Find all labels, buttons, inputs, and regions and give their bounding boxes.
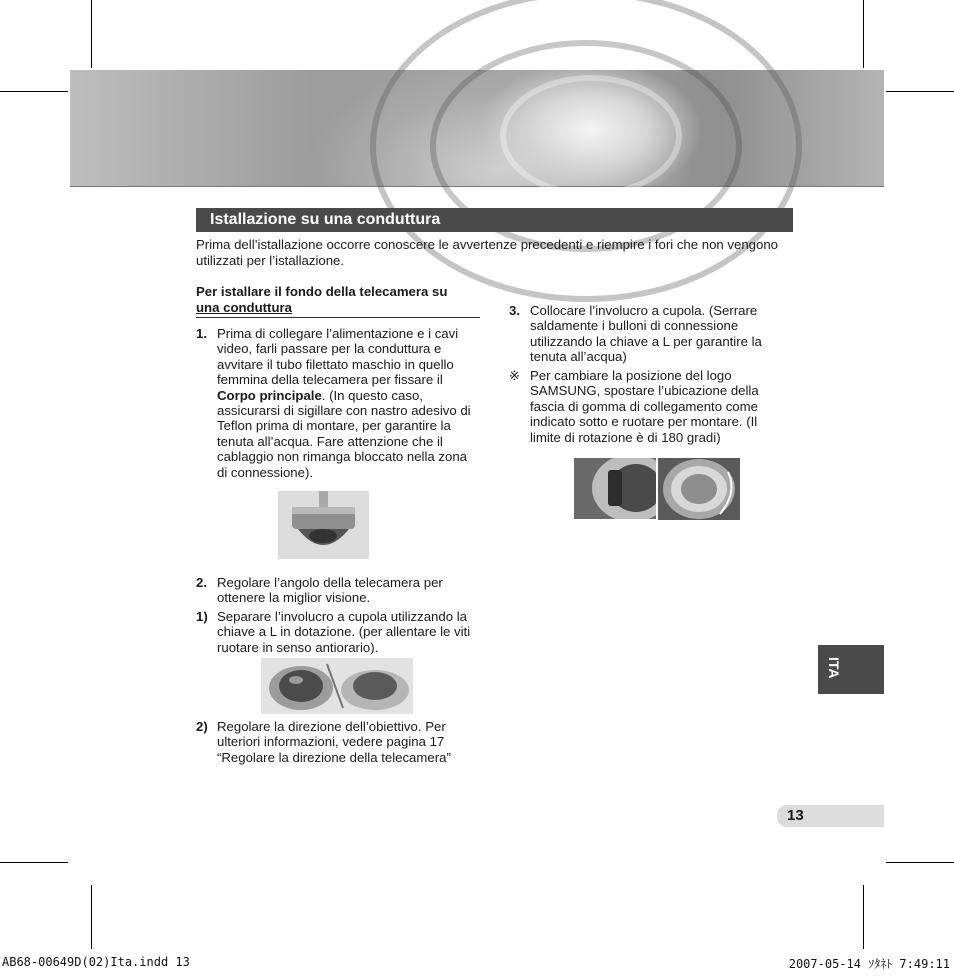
footer-file-info: AB68-00649D(02)Ita.indd 13	[2, 955, 190, 969]
step-number: 1.	[196, 326, 207, 341]
step-number: 2.	[196, 575, 207, 590]
rubber-band-photo	[574, 458, 656, 519]
crop-mark	[886, 862, 954, 863]
page-number-box	[777, 805, 884, 827]
crop-mark	[0, 862, 68, 863]
step-text: Regolare l’angolo della telecamera per ottenere la miglior visione.	[217, 575, 443, 606]
subheading-line-1: Per istallare il fondo della telecamera su	[196, 284, 448, 299]
footer-timestamp: 2007-05-14 ｿﾀﾈﾄ 7:49:11	[788, 957, 950, 971]
header-banner-image	[70, 70, 884, 187]
step-text: Regolare la direzione dell’obiettivo. Per ulteriori informazioni, vedere pagina 17 “Regolare la direzione della telecamera”	[217, 719, 451, 765]
dome-rotation-photo	[658, 458, 740, 520]
language-tab-label: ITA	[826, 657, 842, 679]
bold-term: Corpo principale	[217, 387, 322, 403]
camera-body-photo	[278, 491, 369, 559]
crop-mark	[863, 0, 864, 68]
language-tab	[818, 645, 884, 694]
note-text: Per cambiare la posizione del logo SAMSUNG, spostare l’ubicazione della fascia di gomma di collegamento come indicato sotto e ruotare per montare. (Il limite di rotazione è di 180 gradi)	[530, 368, 759, 445]
step-number: 1)	[196, 609, 208, 624]
step-number: 3.	[509, 303, 520, 318]
step-text: Collocare l’involucro a cupola. (Serrare saldamente i bulloni di connessione utilizzando la chiave a L per garantire la tenuta all’acqua)	[530, 303, 762, 365]
crop-mark	[91, 885, 92, 949]
subheading	[196, 284, 480, 318]
crop-mark	[91, 0, 92, 68]
crop-mark	[886, 91, 954, 92]
subheading-line-2: una conduttura	[196, 300, 292, 315]
step-number: 2)	[196, 719, 208, 734]
section-title: Istallazione su una conduttura	[196, 208, 793, 232]
crop-mark	[0, 91, 68, 92]
dome-separation-photo	[261, 658, 413, 714]
step-text: Separare l’involucro a cupola utilizzando la chiave a L in dotazione. (per allentare le viti ruotare in senso antiorario).	[217, 609, 471, 655]
crop-mark	[863, 885, 864, 949]
intro-paragraph: Prima dell’istallazione occorre conoscere le avvertenze precedenti e riempire i fori che non vengono utilizzati per l’istallazione.	[196, 237, 779, 268]
step-text: Prima di collegare l’alimentazione e i cavi video, farli passare per la conduttura e avvitare il tubo filettato maschio in quello femmina della telecamera per fissare il Corpo principale. (In questo caso, assicurarsi di sigillare con nastro adesivo di Teflon prima di montare, per garantire la tenuta all’acqua. Fare attenzione che il cablaggio non rimanga bloccato nella zona di connessione).	[217, 326, 471, 480]
note-icon: ※	[509, 368, 521, 383]
page-number: 13	[787, 807, 804, 824]
